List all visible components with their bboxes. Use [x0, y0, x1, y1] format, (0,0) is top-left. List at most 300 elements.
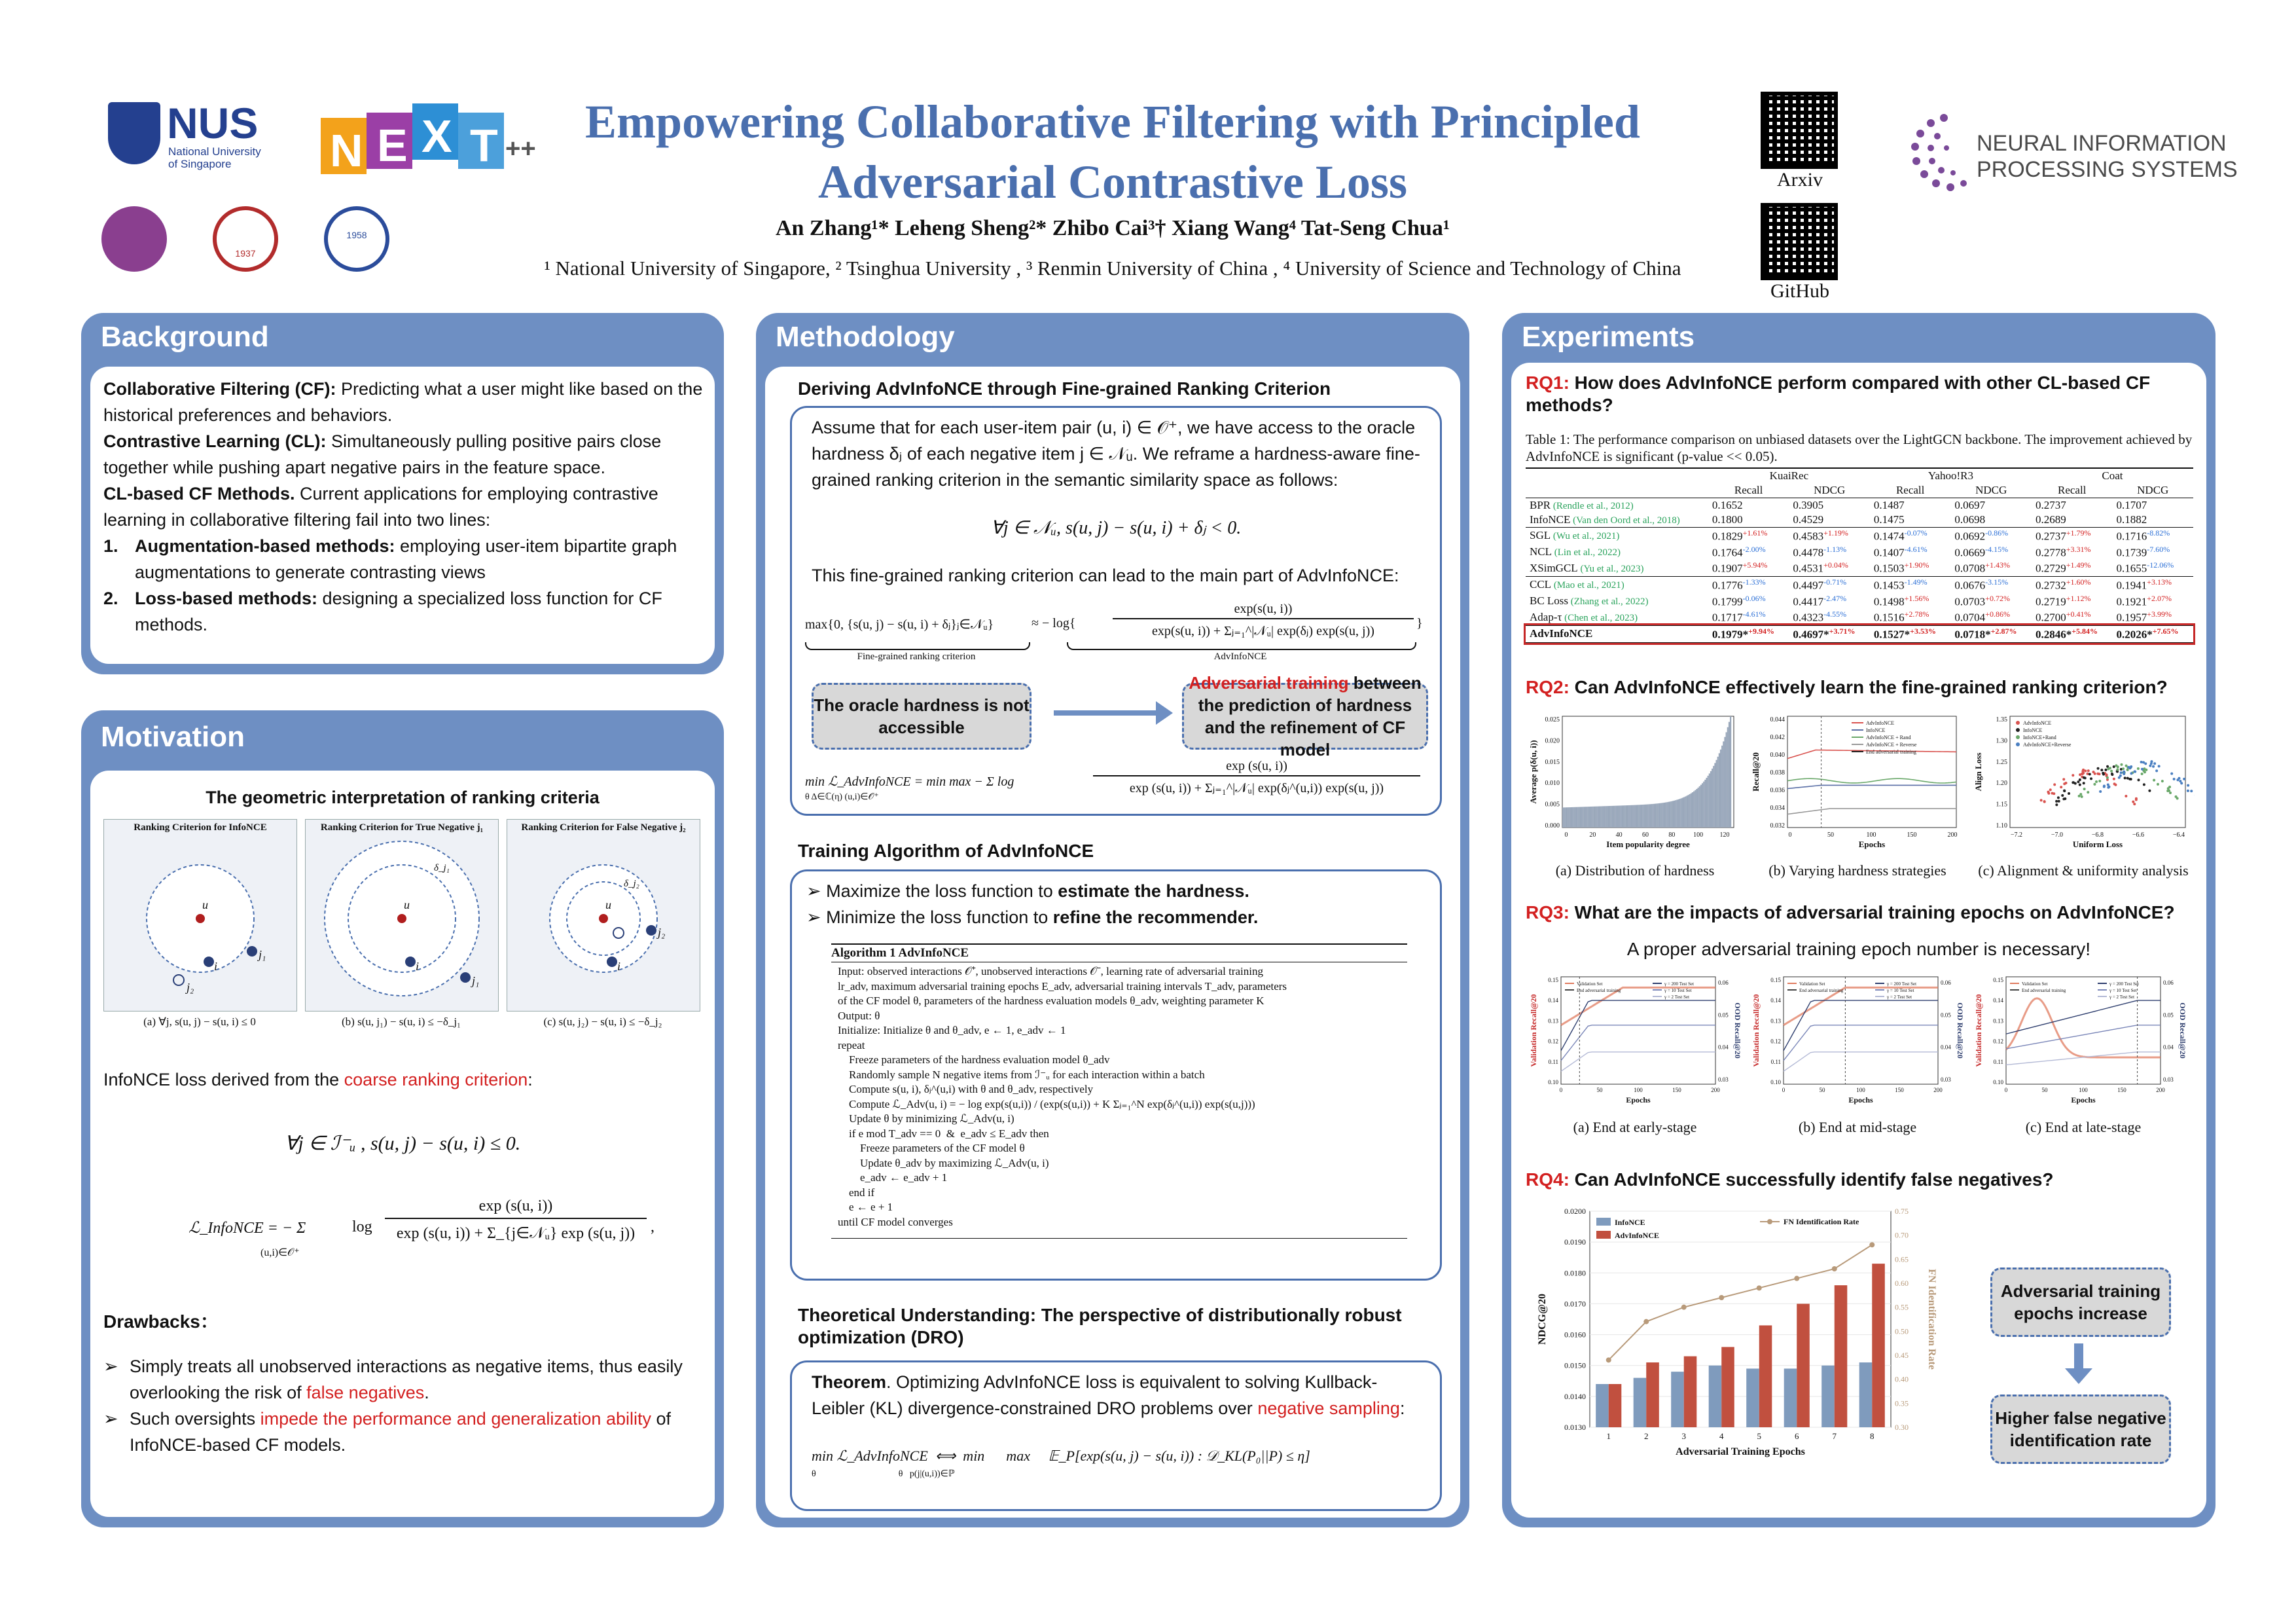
- fn-rate-point: [1832, 1266, 1837, 1271]
- hardness-bar: [1715, 760, 1717, 828]
- y-tick: 0.13: [1548, 1017, 1558, 1025]
- background-text: Collaborative Filtering (CF): Predicting what a user might like based on the historical preferences and behaviors. Contrastive Learning (CL): Simultaneously pulling positive pairs close together while pushing apart negative pairs in the feature space. CL-based CF Methods. Current applications for employing contrastive learning in collaborative filtering fail into two lines: 1. Augmentation-based methods: employing user-item bipartite graph augmentations to generate contrasting views 2. Loss-based methods: designing a specialized loss function for CF methods.: [103, 376, 706, 638]
- renmin-seal-icon: 1937: [213, 206, 278, 272]
- x-tick: 200: [2156, 1087, 2165, 1093]
- hardness-bar: [1702, 783, 1703, 828]
- y2-tick: 0.06: [2163, 979, 2174, 986]
- scatter-point: [2130, 778, 2132, 780]
- y-tick: 0.11: [1548, 1058, 1558, 1065]
- hardness-bar: [1693, 792, 1695, 828]
- y2-tick: 0.04: [2163, 1044, 2174, 1051]
- drawbacks-list: [103, 1353, 692, 1458]
- hardness-bar: [1573, 807, 1575, 828]
- scatter-point: [2079, 784, 2081, 786]
- scatter-point: [2145, 769, 2147, 771]
- table-row: [1526, 593, 2193, 610]
- table-cell: $0.1716^{-8.82\%}$: [2116, 528, 2170, 543]
- y-tick: 0.036: [1770, 787, 1785, 794]
- scatter-point: [2119, 775, 2122, 777]
- legend-swatch: [2016, 721, 2020, 725]
- epochs-chart-late: [1972, 970, 2195, 1116]
- scatter-point: [2120, 763, 2123, 766]
- legend-swatch: [1767, 1219, 1772, 1224]
- table-cell: $0.1474^{-0.07\%}$: [1873, 528, 1928, 543]
- methodology-section: [756, 313, 1469, 1527]
- table-cell: $0.0708^{+1.43\%}$: [1954, 560, 2010, 575]
- adversarial-training-box: Adversarial training between the prediction of hardness and the refinement of CF model: [1182, 683, 1428, 750]
- hardness-bar: [1696, 789, 1697, 828]
- metric-header: NDCG: [1814, 484, 1846, 496]
- table-cell: $0.0692^{-0.86\%}$: [1954, 528, 2009, 543]
- scatter-point: [2110, 770, 2113, 773]
- fn-rate-point: [1719, 1295, 1724, 1300]
- bar-advinfonce: [1872, 1264, 1885, 1427]
- x-tick: 100: [2079, 1087, 2088, 1093]
- hardness-bar: [1699, 786, 1700, 828]
- arxiv-qr[interactable]: [1761, 92, 1852, 191]
- legend-label: AdvInfoNCE: [1866, 720, 1895, 726]
- y2-tick: 0.05: [1941, 1012, 1951, 1019]
- x-tick: 20: [1589, 831, 1596, 839]
- legend-label: InfoNCE: [1615, 1218, 1645, 1227]
- scatter-point: [2047, 792, 2050, 795]
- hardness-bar: [1647, 805, 1648, 828]
- y-tick: 0.10: [1770, 1079, 1781, 1085]
- scatter-point: [2082, 769, 2085, 771]
- scatter-point: [2063, 782, 2066, 785]
- method-name: SGL (Wu et al., 2021): [1530, 529, 1620, 542]
- table-cell: 0.1475: [1873, 513, 1905, 526]
- legend-label: γ = 10 Test Set: [2109, 988, 2137, 993]
- derivation-text-2: This fine-grained ranking criterion can lead to the main part of AdvInfoNCE:: [812, 566, 1399, 585]
- bar-advinfonce: [1797, 1304, 1810, 1427]
- nus-crest-icon: [108, 102, 160, 164]
- table-cell: 0.1979*$^{+9.94\%}$: [1712, 626, 1774, 641]
- hardness-bar: [1645, 805, 1647, 828]
- scatter-point: [2083, 782, 2085, 784]
- hardness-bar: [1685, 797, 1686, 828]
- rq3-note: A proper adversarial training epoch number is necessary!: [1626, 939, 2091, 959]
- rq2-heading: RQ2: Can AdvInfoNCE effectively learn the fine-grained ranking criterion?: [1526, 677, 2168, 697]
- y2-tick: 0.50: [1895, 1326, 1909, 1336]
- table-cell: $0.2737^{+1.79\%}$: [2035, 528, 2091, 543]
- hardness-bar: [1648, 804, 1649, 828]
- table-cell: $0.1941^{+3.13\%}$: [2116, 577, 2172, 592]
- nus-wordmark: NUS: [167, 99, 259, 147]
- hardness-bar: [1720, 750, 1721, 828]
- table-cell: 0.1652: [1712, 499, 1743, 511]
- y-tick: 0.12: [1993, 1038, 2003, 1045]
- scatter-point: [2098, 773, 2100, 775]
- y-tick: 0.044: [1770, 716, 1785, 723]
- y-tick: 0.005: [1545, 801, 1560, 809]
- ustc-seal-icon: 1958: [324, 206, 389, 272]
- x-tick: 150: [1895, 1087, 1904, 1093]
- hardness-bar: [1592, 807, 1593, 828]
- x-tick: 50: [1596, 1087, 1603, 1093]
- hardness-bar: [1582, 807, 1583, 828]
- x-tick: 40: [1615, 831, 1623, 839]
- x-tick: 0: [1564, 831, 1568, 839]
- equation-ranking: ∀j ∈ 𝒩ᵤ, s(u, j) − s(u, i) + δⱼ < 0.: [990, 518, 1242, 538]
- caption-c: (c) s(u, j₂) − s(u, i) ≤ −δ_j₂: [543, 1015, 662, 1028]
- github-qr[interactable]: [1761, 203, 1852, 302]
- y-tick: 1.30: [1996, 737, 2007, 745]
- scatter-point: [2175, 795, 2178, 798]
- algorithm-line: Compute s(u, i), δⱼ^(u,i) with θ and θ_adv, respectively: [838, 1083, 1094, 1095]
- hardness-bar: [1571, 807, 1572, 828]
- hardness-bar: [1658, 803, 1659, 828]
- hardness-bar: [1583, 807, 1585, 828]
- hardness-bar: [1708, 776, 1709, 828]
- list-item: 2. Loss-based methods: designing a specialized loss function for CF methods.: [103, 589, 662, 634]
- x-tick: −6.4: [2172, 831, 2185, 839]
- y-label: Align Loss: [1973, 752, 1983, 792]
- y2-tick: 0.04: [1718, 1044, 1729, 1051]
- rq1-heading: RQ1: How does AdvInfoNCE perform compared with other CL-based CF methods?: [1526, 373, 2151, 415]
- table-cell: $0.0676^{-3.15\%}$: [1954, 577, 2009, 592]
- qr-code-icon: [1761, 203, 1838, 280]
- x-tick: 0: [1559, 1087, 1563, 1093]
- fn-rate-point: [1606, 1357, 1611, 1362]
- x-tick: 80: [1668, 831, 1676, 839]
- y-label: Validation Recall@20: [1974, 994, 1983, 1067]
- metric-header: Recall: [2057, 484, 2087, 496]
- scatter-point: [2102, 772, 2104, 775]
- svg-text:T: T: [470, 120, 498, 171]
- hardness-bar: [1593, 807, 1594, 828]
- dataset-header: KuaiRec: [1769, 469, 1809, 482]
- scatter-point: [2083, 788, 2086, 790]
- epochs-chart-early: [1527, 970, 1743, 1116]
- hardness-bar: [1724, 737, 1725, 828]
- fn-identification-chart: [1531, 1202, 1963, 1477]
- hardness-bar: [1634, 805, 1636, 828]
- svg-text:N: N: [330, 125, 363, 176]
- hardness-bar: [1730, 716, 1731, 828]
- x-tick: 100: [1866, 831, 1876, 839]
- x-tick: 120: [1719, 831, 1730, 839]
- table-cell: 0.4697*$^{+3.71\%}$: [1793, 626, 1856, 641]
- experiments-section: [1502, 313, 2215, 1527]
- hardness-bar: [1651, 804, 1653, 828]
- y-tick: 0.10: [1548, 1079, 1558, 1085]
- arrow-right-icon: [1054, 710, 1158, 716]
- scatter-point: [2123, 773, 2125, 775]
- arrow-bullet-icon: ➢: [103, 1409, 118, 1429]
- bar-advinfonce: [1721, 1347, 1734, 1427]
- y-tick: 0.010: [1545, 780, 1560, 788]
- hardness-bar: [1641, 805, 1642, 828]
- hardness-bar: [1676, 800, 1677, 828]
- hardness-bar: [1630, 805, 1631, 828]
- y-tick: 0.0180: [1564, 1268, 1586, 1278]
- hardness-bar: [1605, 806, 1606, 828]
- hardness-bar: [1598, 807, 1599, 828]
- y2-tick: 0.35: [1895, 1398, 1909, 1408]
- table-cell: 0.2689: [2035, 513, 2066, 526]
- hardness-bar: [1572, 807, 1573, 828]
- y-tick: 0.15: [1770, 977, 1781, 983]
- scatter-point: [2149, 765, 2151, 767]
- scatter-point: [2077, 780, 2079, 783]
- scatter-point: [2072, 781, 2074, 784]
- scatter-point: [2150, 760, 2153, 763]
- scatter-point: [2098, 780, 2101, 782]
- algorithm-box: [790, 869, 1442, 1281]
- rq3-heading: RQ3: What are the impacts of adversarial training epochs on AdvInfoNCE?: [1526, 902, 2175, 922]
- scatter-point: [2104, 769, 2107, 771]
- x-tick: 5: [1757, 1431, 1761, 1441]
- metric-header: Recall: [1734, 484, 1763, 496]
- hardness-bar: [1609, 806, 1610, 828]
- arrow-head-icon: [1156, 701, 1173, 725]
- scatter-point: [2111, 773, 2113, 776]
- neurips-swirl-icon: [1898, 105, 1990, 203]
- equation-dro: min ℒ_AdvInfoNCE ⟺ min max 𝔼_P[exp(s(u, j) − s(u, i)) : 𝒟_KL(P₀||P) ≤ η]: [812, 1448, 1310, 1464]
- hardness-bar: [1626, 805, 1627, 828]
- hardness-bar: [1677, 799, 1679, 828]
- hardness-bar: [1621, 805, 1623, 828]
- table-cell: $0.1407^{-4.61\%}$: [1873, 544, 1928, 559]
- scatter-point: [2040, 799, 2043, 801]
- scatter-point: [2183, 778, 2185, 780]
- scatter-point: [2095, 780, 2098, 783]
- hardness-bar: [1709, 773, 1710, 828]
- x-tick: 60: [1642, 831, 1649, 839]
- scatter-point: [2058, 800, 2060, 803]
- authors: An Zhang¹* Leheng Sheng²* Zhibo Cai³† Xiang Wang⁴ Tat-Seng Chua¹: [775, 216, 1450, 240]
- hardness-bar: [1686, 795, 1687, 828]
- scatter-point: [2051, 792, 2054, 795]
- hardness-bar: [1637, 805, 1638, 828]
- scatter-point: [2062, 778, 2065, 780]
- y-tick: 1.20: [1996, 780, 2007, 788]
- y-tick: 0.0160: [1564, 1330, 1586, 1340]
- hardness-bar: [1700, 785, 1702, 828]
- algorithm-line: Compute ℒ_Adv(u, i) = − log exp(s(u,i)) / (exp(s(u,i)) + K Σⱼ₌₁^N exp(δⱼ^(u,i)) exp(s(u,j))): [838, 1097, 1255, 1110]
- rq2-chart-b: AdvInfoNCE InfoNCE AdvInfoNCE + Rand AdvInfoNCE + Reverse End adversarial training 0.044 0.042 0.040 0.038 0.036 0.034 0.032 0 50 100 150 200 Epochs Recall@20 (b) Varying hardness strategies: [1749, 708, 1965, 879]
- scatter-point: [2061, 794, 2064, 797]
- scatter-point: [2157, 783, 2159, 786]
- section-heading: Methodology: [776, 321, 955, 353]
- y-tick: 0.12: [1770, 1038, 1781, 1045]
- scatter-point: [2099, 790, 2102, 793]
- y-tick: 0.15: [1548, 977, 1558, 983]
- scatter-point: [2113, 778, 2115, 780]
- subsection-title: Training Algorithm of AdvInfoNCE: [798, 841, 1094, 861]
- legend-label: γ = 10 Test Set: [1887, 988, 1914, 993]
- scatter-point: [2055, 800, 2058, 803]
- y2-tick: 0.40: [1895, 1374, 1909, 1384]
- dataset-header: Yahoo!R3: [1928, 469, 1973, 482]
- legend-swatch: [2016, 735, 2020, 739]
- rq2-chart-c: AdvInfoNCE InfoNCE InfoNCE+Rand AdvInfoNCE+Reverse 1.35 1.30 1.25 1.20 1.15 1.10 −7.2 −7.0 −6.8 −6.6 −6.4 Uniform Loss Align Loss (c) Alignment & uniformity analysis: [1972, 708, 2195, 879]
- figure-title: The geometric interpretation of ranking criteria: [206, 788, 600, 807]
- next-logo: [321, 98, 543, 177]
- y2-tick: 0.03: [2163, 1076, 2174, 1083]
- hardness-bar: [1717, 757, 1719, 828]
- scatter-point: [2130, 772, 2132, 775]
- hardness-bar: [1727, 727, 1729, 828]
- hardness-bar: [1623, 805, 1624, 828]
- results-table: [1526, 467, 2193, 644]
- table-cell: 0.2846*$^{+5.84\%}$: [2035, 626, 2098, 641]
- scatter-point: [2187, 790, 2189, 792]
- scatter-point: [2176, 778, 2179, 781]
- y-tick: 1.10: [1996, 822, 2007, 830]
- caption-a: (a) ∀j, s(u, j) − s(u, i) ≤ 0: [143, 1015, 256, 1028]
- caption-b: (b) s(u, j₁) − s(u, i) ≤ −δ_j₁: [342, 1015, 461, 1028]
- algorithm-line: e ← e + 1: [838, 1201, 893, 1213]
- x-tick: −7.0: [2051, 831, 2064, 839]
- hardness-bar: [1577, 807, 1578, 828]
- y2-tick: 0.60: [1895, 1279, 1909, 1288]
- neurips-logo: [1898, 105, 2238, 203]
- bar-infonce: [1821, 1366, 1835, 1427]
- scatter-point: [2158, 765, 2161, 767]
- bar-infonce: [1596, 1384, 1609, 1427]
- scatter-point: [2152, 765, 2155, 768]
- y-tick: 0.0150: [1564, 1360, 1586, 1370]
- table-cell: $0.1957^{+3.99\%}$: [2116, 610, 2172, 624]
- hardness-bar: [1562, 807, 1564, 828]
- x-tick: 150: [2117, 1087, 2126, 1093]
- hardness-strategies-chart: [1749, 708, 1965, 859]
- derivation-box: [790, 406, 1442, 816]
- table-cell: 0.1882: [2116, 513, 2147, 526]
- fn-rate-point: [1681, 1305, 1687, 1310]
- y-label: Recall@20: [1751, 752, 1761, 792]
- table-cell: $0.4583^{+1.19\%}$: [1793, 528, 1848, 543]
- x-tick: 4: [1719, 1431, 1724, 1441]
- scatter-point: [2170, 773, 2173, 775]
- scatter-point: [2122, 767, 2125, 770]
- scatter-point: [2086, 773, 2089, 775]
- y2-tick: 0.30: [1895, 1423, 1909, 1432]
- bar-advinfonce: [1609, 1384, 1622, 1427]
- legend-label: γ = 2 Test Set: [2109, 994, 2135, 1000]
- y-label: Average p(δ(u, i)): [1528, 740, 1538, 804]
- hardness-bar: [1706, 778, 1707, 828]
- hardness-bar: [1681, 798, 1682, 828]
- scatter-point: [2053, 783, 2056, 786]
- scatter-point: [2078, 795, 2081, 797]
- hardness-bar: [1669, 801, 1670, 828]
- bar-infonce: [1859, 1362, 1873, 1427]
- scatter-point: [2173, 778, 2176, 780]
- hardness-bar: [1579, 807, 1581, 828]
- hardness-bar: [1602, 806, 1603, 828]
- metric-header: NDCG: [1975, 484, 2007, 496]
- y-label: Validation Recall@20: [1529, 994, 1538, 1067]
- x-tick: 1: [1606, 1431, 1611, 1441]
- y2-tick: 0.75: [1895, 1207, 1909, 1216]
- method-name: NCL (Lin et al., 2022): [1530, 545, 1621, 558]
- hardness-bar: [1659, 803, 1660, 828]
- alignment-uniformity-chart: [1972, 708, 2195, 859]
- y-tick: 0.0130: [1564, 1423, 1586, 1432]
- legend-label: AdvInfoNCE + Reverse: [1866, 742, 1917, 748]
- table-row: [1526, 528, 2193, 544]
- geometry-a: [104, 833, 296, 1004]
- scatter-point: [2168, 790, 2170, 792]
- scatter-point: [2107, 783, 2109, 786]
- equation-criterion: ∀j ∈ ℐ⁻ᵤ , s(u, j) − s(u, i) ≤ 0.: [284, 1133, 521, 1154]
- scatter-point: [2155, 769, 2158, 772]
- y-tick: 1.35: [1996, 716, 2007, 723]
- scatter-point: [2090, 777, 2092, 780]
- scatter-point: [2153, 779, 2155, 782]
- y-tick: 0.0170: [1564, 1299, 1586, 1309]
- table-cell: $0.0704^{+0.86\%}$: [1954, 610, 2010, 624]
- algorithm-line: until CF model converges: [838, 1215, 953, 1228]
- bar-infonce: [1784, 1368, 1797, 1427]
- table-row: [1526, 609, 2193, 625]
- method-name: CCL (Mao et al., 2021): [1530, 578, 1624, 591]
- hardness-bar: [1675, 800, 1676, 828]
- bar-advinfonce: [1759, 1325, 1772, 1427]
- scatter-point: [2074, 782, 2077, 785]
- scatter-point: [2144, 762, 2147, 765]
- algorithm-line: Update θ by minimizing ℒ_Adv(u, i): [838, 1112, 1014, 1125]
- hardness-bar: [1627, 805, 1628, 828]
- hardness-bar: [1588, 807, 1589, 828]
- scatter-point: [2126, 769, 2129, 771]
- hardness-bar: [1568, 807, 1570, 828]
- scatter-point: [2109, 767, 2111, 769]
- hardness-bar: [1585, 807, 1586, 828]
- drawbacks-label: Drawbacks：: [103, 1311, 219, 1332]
- geometry-b: [306, 833, 498, 1004]
- y-tick: 0.0200: [1564, 1207, 1586, 1216]
- table-cell: $0.1764^{-2.00\%}$: [1712, 544, 1766, 559]
- table-cell: $0.1829^{+1.61\%}$: [1712, 528, 1768, 543]
- scatter-point: [2125, 795, 2127, 797]
- table-cell: $0.4531^{+0.04\%}$: [1793, 560, 1848, 575]
- y2-tick: 0.06: [1718, 979, 1729, 986]
- hardness-bar: [1596, 807, 1598, 828]
- scatter-point: [2055, 803, 2058, 806]
- section-heading: Background: [101, 321, 269, 353]
- table-cell: $0.2700^{+0.41\%}$: [2035, 610, 2091, 624]
- table-cell: $0.2729^{+1.49\%}$: [2035, 560, 2091, 575]
- theorem-box: Theorem. Optimizing AdvInfoNCE loss is equivalent to solving Kullback-Leibler (KL) divergence-constrained DRO problems over negative sampling: min ℒ_AdvInfoNCE ⟺ min max 𝔼_P[exp(s(u, j) − s(u, i)) : 𝒟_KL(P₀||P) ≤ η] θ θ p(j|(u,i))∈ℙ: [790, 1360, 1442, 1511]
- hardness-bar: [1654, 804, 1655, 828]
- x-tick: 50: [1827, 831, 1834, 839]
- table-cell: 0.2026*$^{+7.65\%}$: [2116, 626, 2179, 641]
- scatter-point: [2120, 771, 2123, 774]
- hardness-bar: [1710, 771, 1712, 828]
- hardness-bar: [1628, 805, 1630, 828]
- table-cell: $0.0669^{-4.15\%}$: [1954, 544, 2009, 559]
- legend-label: γ = 2 Test Set: [1664, 994, 1690, 1000]
- y-tick: 0.0190: [1564, 1237, 1586, 1247]
- table-cell: $0.2732^{+1.60\%}$: [2035, 577, 2091, 592]
- hardness-bar: [1683, 797, 1685, 828]
- y-tick: 0.13: [1993, 1017, 2003, 1025]
- equation-minmax: min ℒ_AdvInfoNCE = min max − Σ log θ Δ∈ℂ(η) (u,i)∈𝒪⁺ exp (s(u, i)) exp (s(u, i)) + Σⱼ₌₁^|𝒩ᵤ| exp(δⱼ^(u,i)) exp(s(u, j)): [805, 755, 1433, 807]
- hardness-bar: [1564, 807, 1565, 828]
- scatter-point: [2169, 792, 2172, 794]
- hardness-bar: [1640, 805, 1641, 828]
- dataset-header: Coat: [2102, 469, 2123, 482]
- algorithm-line: e_adv ← e_adv + 1: [838, 1171, 948, 1184]
- method-name: BPR (Rendle et al., 2012): [1530, 499, 1634, 511]
- table-header-row: [1526, 468, 2193, 483]
- scatter-point: [2083, 776, 2085, 779]
- hardness-bar: [1643, 805, 1644, 828]
